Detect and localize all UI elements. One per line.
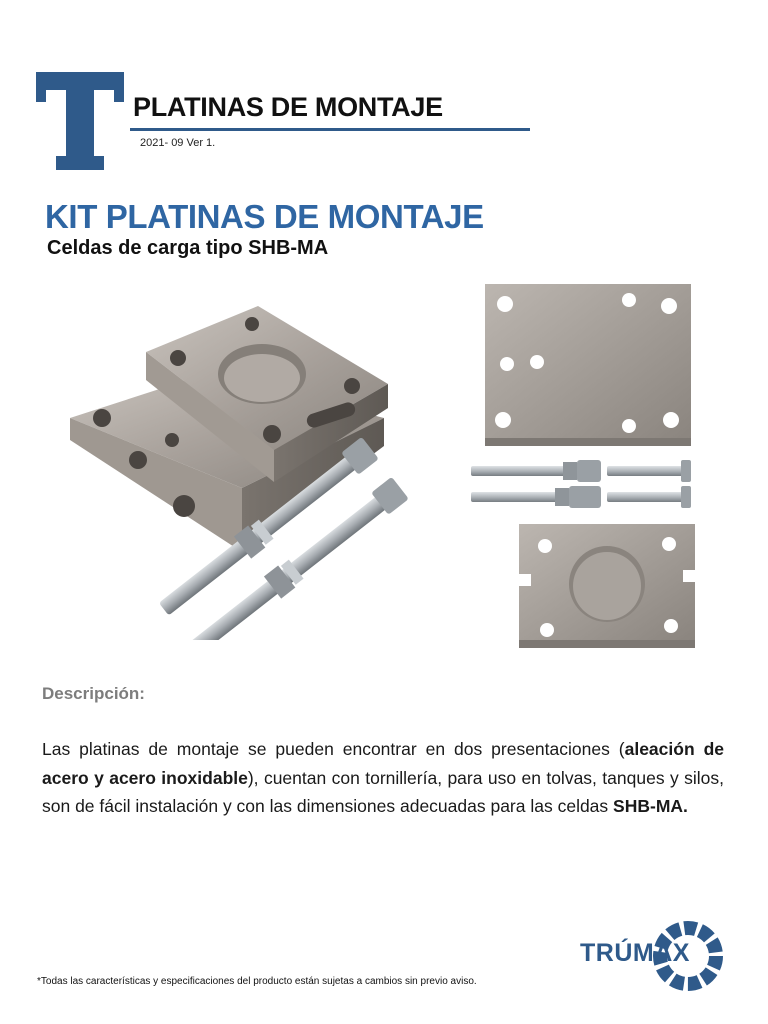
separate-plates-image	[465, 280, 705, 660]
description-text-1: Las platinas de montaje se pueden encontrar en dos presentaciones (	[42, 739, 625, 759]
t-logo-icon	[36, 72, 126, 172]
version-label: 2021- 09 Ver 1.	[140, 137, 216, 149]
description-heading: Descripción:	[42, 684, 145, 703]
assembled-plates-image	[62, 300, 422, 640]
disclaimer-footnote: *Todas las características y especificaciones del producto están sujetas a cambios sin previo aviso.	[37, 976, 477, 987]
header-divider	[130, 128, 530, 131]
description-bold-2: SHB-MA.	[613, 796, 688, 816]
brand-name: TRÚMAX	[580, 939, 690, 967]
kit-title: KIT PLATINAS DE MONTAJE	[45, 198, 484, 235]
description-paragraph	[42, 735, 724, 821]
kit-subtitle: Celdas de carga tipo SHB-MA	[47, 237, 329, 259]
description-bold-1: aleación de acero y acero inoxidable	[42, 739, 724, 788]
description-text-2: ), cuentan con tornillería, para uso en tolvas, tanques y silos, son de fácil instalación y con las dimensiones adecuadas para las celdas	[42, 767, 724, 816]
document-title: PLATINAS DE MONTAJE	[133, 92, 443, 122]
document-header	[0, 0, 768, 190]
